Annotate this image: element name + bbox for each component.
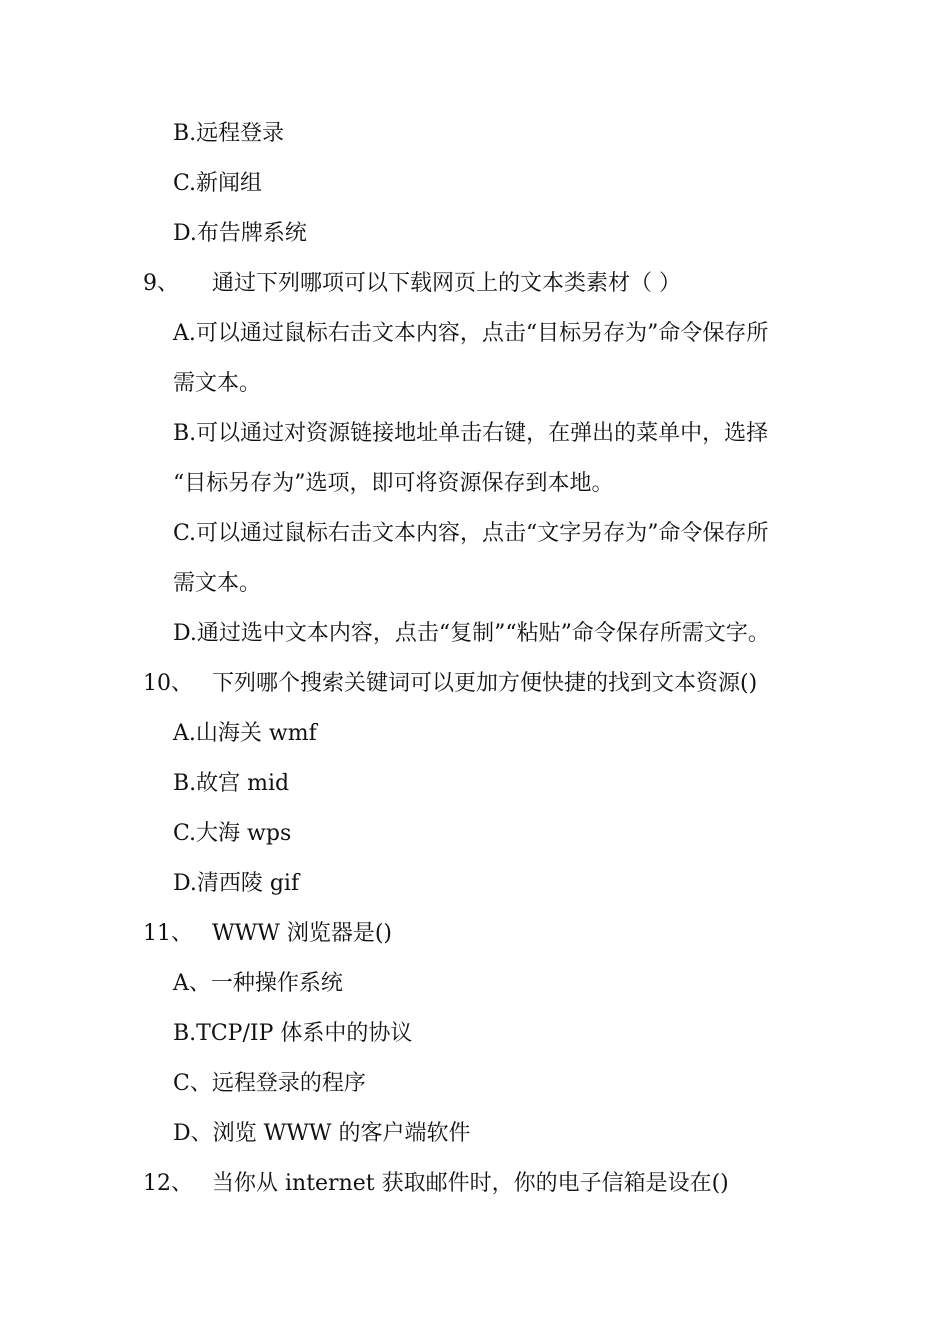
option-text: A.可以通过鼠标右击文本内容，点击“目标另存为”命令保存所 <box>173 321 769 346</box>
option-text: A.山海关 wmf <box>173 721 317 746</box>
option-text: C.大海 wps <box>173 821 292 846</box>
option-text: C.新闻组 <box>173 171 263 196</box>
question-number: 12、 <box>143 1171 193 1196</box>
option-text: 需文本。 <box>173 571 262 596</box>
option-text: 需文本。 <box>173 371 262 396</box>
question-text: 通过下列哪项可以下载网页上的文本类素材（ ） <box>212 271 681 296</box>
option-text: A、一种操作系统 <box>173 971 343 996</box>
question-text: 当你从 internet 获取邮件时，你的电子信箱是设在() <box>212 1171 729 1196</box>
option-text: D.清西陵 gif <box>173 871 300 896</box>
option-text: C.可以通过鼠标右击文本内容，点击“文字另存为”命令保存所 <box>173 521 769 546</box>
option-text: C、远程登录的程序 <box>173 1071 366 1096</box>
question-text: WWW 浏览器是() <box>212 921 392 946</box>
question-text: 下列哪个搜索关键词可以更加方便快捷的找到文本资源() <box>212 671 758 696</box>
option-text: “目标另存为”选项，即可将资源保存到本地。 <box>173 471 614 496</box>
question-number: 10、 <box>143 671 193 696</box>
option-text: D.通过选中文本内容，点击“复制”“粘贴”命令保存所需文字。 <box>173 621 770 646</box>
question-number: 11、 <box>143 921 193 946</box>
option-text: B.TCP/IP 体系中的协议 <box>173 1021 413 1046</box>
option-text: B.可以通过对资源链接地址单击右键，在弹出的菜单中，选择 <box>173 421 769 446</box>
option-text: D.布告牌系统 <box>173 221 307 246</box>
option-text: D、浏览 WWW 的客户端软件 <box>173 1121 471 1146</box>
option-text: B.远程登录 <box>173 121 285 146</box>
option-text: B.故宫 mid <box>173 771 290 796</box>
question-number: 9、 <box>143 271 179 296</box>
